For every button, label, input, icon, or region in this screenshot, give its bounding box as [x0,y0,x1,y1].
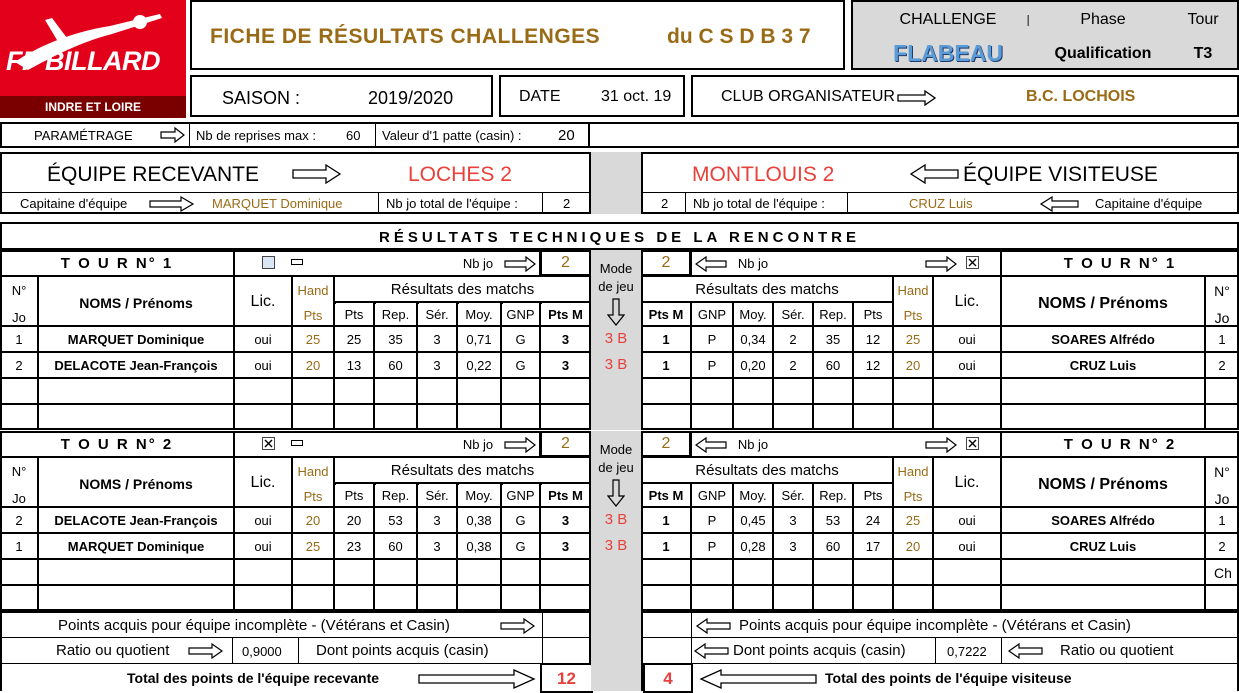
section-title: RÉSULTATS TECHNIQUES DE LA RENCONTRE [0,222,1239,250]
nbjo-label: Nb jo [737,437,769,452]
home-rep: 60 [388,358,403,373]
cell-text: Moy. [465,307,493,322]
away-gnp: P [707,332,717,347]
away-rep: 60 [825,358,841,373]
cell [641,404,691,430]
cell [334,585,374,611]
away-hand: 25 [905,513,921,528]
cell-text: N° [1214,283,1230,299]
cell-text: Pts [903,308,923,323]
cell [0,378,38,404]
cell [691,585,733,611]
home-ser: 3 [433,358,441,373]
cell [38,378,234,404]
home-name: DELACOTE Jean-François [54,513,218,528]
tour-label: T O U R N° 1 [60,255,174,272]
cell [1001,404,1205,430]
cell [641,378,691,404]
away-tour-checkbox[interactable] [966,256,979,269]
away-moy: 0,45 [740,513,766,528]
cell [813,378,853,404]
cell-text: GNP [697,488,727,503]
away-pts: 12 [865,332,881,347]
params-box: PARAMÉTRAGE Nb de reprises max : 60 Valeur d'1 patte (casin) : 20 [0,122,1239,148]
home-pts: 25 [346,332,362,347]
challenge-box: CHALLENGE Phase Tour FLABEAU Qualification T3 I [851,0,1239,70]
cell [853,378,893,404]
cell [457,404,501,430]
home-name: MARQUET Dominique [67,332,205,347]
away-nbjo: 2 [661,435,671,452]
home-total: 12 [557,669,576,688]
cell-text: GNP [506,307,535,322]
cell [1001,585,1205,611]
cell [457,378,501,404]
nbjo-label: Nb jo [462,256,494,271]
away-tour-checkbox[interactable] [966,437,979,450]
club-box: CLUB ORGANISATEUR B.C. LOCHOIS [691,75,1239,117]
arrow-right-icon [149,196,195,212]
cell [893,404,933,430]
away-n: 1 [1218,332,1226,347]
cell [813,585,853,611]
home-hand: 25 [305,332,321,347]
small-box [291,440,303,446]
cell [234,585,292,611]
cell [501,378,540,404]
cell-text: GNP [697,307,727,322]
text-cursor-icon: I [1026,13,1031,30]
home-n: 2 [15,358,23,373]
cell [38,404,234,430]
cell [733,559,773,585]
tour-label: T O U R N° 2 [1063,436,1177,453]
cell-text: Rep. [381,488,410,503]
cell [292,378,334,404]
arrow-right-icon [160,127,186,143]
cell [417,404,457,430]
home-hand: 20 [305,513,321,528]
away-ser: 2 [789,332,797,347]
cell [853,559,893,585]
away-n: 1 [1218,513,1226,528]
home-pts: 20 [346,513,362,528]
home-hand: 25 [305,539,321,554]
overflow-text: Ch [1214,565,1232,581]
cell [234,378,292,404]
cell [38,559,234,585]
club-value: B.C. LOCHOIS [1026,88,1136,105]
home-n: 2 [15,513,23,528]
arrow-left-icon [699,669,817,689]
cell-text: Lic. [954,474,980,491]
cell [540,404,591,430]
footer-away: Points acquis pour équipe incomplète - (Vétérans et Casin) Dont points acquis (casin) 0,7222 Ratio ou quotient 4 Total des points de l'équipe visiteuse [641,611,1239,691]
cell [501,559,540,585]
cell [733,585,773,611]
cell-text: Pts [903,489,923,504]
away-rep: 53 [825,513,841,528]
away-gnp: P [707,513,717,528]
away-lic: oui [958,358,976,373]
home-pts: 13 [346,358,362,373]
away-rep: 35 [825,332,841,347]
home-n: 1 [15,539,23,554]
arrow-right-icon [500,618,536,634]
cell [1001,378,1205,404]
cell [540,585,591,611]
season-value: 2019/2020 [368,88,454,108]
cell-text: Moy. [465,488,493,503]
away-n: 2 [1218,539,1226,554]
cell-text: Hand [897,464,929,479]
mode-label: de jeu [598,460,634,475]
away-name: SOARES Alfrédo [1051,332,1155,347]
cell-text: Lic. [250,293,276,310]
home-ser: 3 [433,332,441,347]
season-box: SAISON : 2019/2020 [190,75,493,117]
cell-text: Moy. [739,307,767,322]
cell [540,559,591,585]
cell-text: GNP [506,488,535,503]
cell [1205,378,1239,404]
home-tour-checkbox[interactable] [262,256,275,269]
home-ptsm: 3 [561,358,570,373]
arrow-left-icon [695,437,727,453]
away-moy: 0,28 [740,539,766,554]
cell-text: Jo [12,491,26,506]
cell [933,404,1001,430]
cell-text: N° [1214,464,1230,480]
cell [457,585,501,611]
cell-text: Résultats des matchs [695,281,839,298]
away-lic: oui [958,539,976,554]
cell [501,404,540,430]
home-gnp: G [515,539,526,554]
away-gnp: P [707,539,717,554]
away-captain: CRUZ Luis [909,196,973,211]
away-nbjo: 2 [661,196,669,211]
away-ratio: 0,7222 [947,644,987,659]
away-lic: oui [958,513,976,528]
home-gnp: G [515,358,526,373]
mode-value: 3 B [604,330,628,347]
cell [292,585,334,611]
cell-text: Rep. [819,307,847,322]
cell-text: Pts [344,307,364,322]
cell [374,559,417,585]
cell [691,378,733,404]
page-title: FICHE DE RÉSULTATS CHALLENGES [210,25,601,48]
cell [0,559,38,585]
challenge-phase: Qualification [1054,45,1152,62]
arrow-left-icon [1039,196,1079,212]
away-ser: 2 [789,358,797,373]
cell-text: Rep. [819,488,847,503]
away-pts: 24 [865,513,881,528]
cell-text: Moy. [739,488,767,503]
home-n: 1 [15,332,23,347]
home-moy: 0,38 [466,513,492,528]
home-hand: 20 [305,358,321,373]
cell [813,559,853,585]
away-ptsm: 1 [662,539,670,554]
cell [334,559,374,585]
cell-text: Résultats des matchs [390,462,535,479]
cell [234,404,292,430]
cell-text: Sér. [781,307,805,322]
cell [374,585,417,611]
cell [933,559,1001,585]
home-ratio: 0,9000 [242,644,282,659]
home-name: DELACOTE Jean-François [54,358,218,373]
arrow-left-icon [693,643,729,659]
cell-text: Résultats des matchs [390,281,535,298]
away-hand: 20 [905,358,921,373]
home-captain: MARQUET Dominique [212,196,343,211]
cell-text: Pts M [648,307,684,322]
away-team-box: MONTLOUIS 2 ÉQUIPE VISITEUSE 2 Nb jo total de l'équipe : CRUZ Luis Capitaine d'équipe [641,152,1239,214]
away-pts: 12 [865,358,881,373]
cell [374,404,417,430]
mode-label: Mode [599,261,633,276]
away-nbjo: 2 [661,254,671,271]
arrow-right-icon [925,437,957,453]
cell [691,559,733,585]
arrow-left-icon [695,256,727,272]
cell-text: N° [11,464,27,479]
away-ptsm: 1 [662,358,670,373]
cell [334,404,374,430]
home-ser: 3 [433,513,441,528]
cell [933,585,1001,611]
away-n: 2 [1218,358,1226,373]
away-hand: 20 [905,539,921,554]
cell-text: Jo [1214,491,1230,507]
home-ser: 3 [433,539,441,554]
arrow-right-icon [188,643,224,659]
page-title-org: du C S D B 3 7 [667,25,811,48]
home-team-name: LOCHES 2 [408,163,512,186]
cell-text: Pts M [548,307,583,322]
cell-text: NOMS / Prénoms [1038,295,1168,312]
home-moy: 0,22 [466,358,492,373]
cell [292,404,334,430]
cell [0,404,38,430]
cell [0,585,38,611]
home-moy: 0,38 [466,539,492,554]
cell [417,585,457,611]
cell [501,585,540,611]
away-ptsm: 1 [662,513,670,528]
arrow-down-icon [607,298,625,326]
home-rep: 60 [388,539,403,554]
away-moy: 0,34 [740,332,766,347]
home-team-box: ÉQUIPE RECEVANTE LOCHES 2 Capitaine d'équipe MARQUET Dominique Nb jo total de l'équipe : 2 [0,152,591,214]
home-gnp: G [515,332,526,347]
date-box: DATE 31 oct. 19 [499,75,685,117]
home-pts: 23 [346,539,362,554]
cell [691,404,733,430]
cell-text: Hand [297,283,329,298]
cell [417,559,457,585]
away-name: CRUZ Luis [1069,539,1137,554]
cell-text: Pts [863,488,883,503]
cell [893,559,933,585]
mode-value: 3 B [604,511,628,528]
away-ser: 3 [789,513,797,528]
cell-text: Sér. [781,488,805,503]
cell [893,378,933,404]
challenge-name: FLABEAU [893,40,1003,66]
cell-text: Lic. [250,474,276,491]
tour-label: T O U R N° 1 [1063,255,1177,272]
arrow-left-icon [695,618,731,634]
away-moy: 0,20 [740,358,766,373]
cell [641,559,691,585]
away-hand: 25 [905,332,921,347]
cell-text: Sér. [425,488,449,503]
nbjo-label: Nb jo [737,256,769,271]
cell [1205,404,1239,430]
mode-value: 3 B [604,537,628,554]
home-gnp: G [515,513,526,528]
date-value: 31 oct. 19 [601,88,672,105]
cell-text: Lic. [954,293,980,310]
away-rep: 60 [825,539,841,554]
cell [1205,585,1239,611]
arrow-right-icon [897,90,937,106]
cell-text: N° [11,283,27,298]
cell-text: Rep. [381,307,410,322]
cell-text: Pts [303,489,323,504]
away-name: CRUZ Luis [1069,358,1137,373]
cell [813,404,853,430]
away-ptsm: 1 [662,332,670,347]
home-rep: 53 [388,513,403,528]
arrow-right-icon [504,437,536,453]
cell-text: Pts [863,307,883,322]
cell [234,559,292,585]
home-nbjo: 2 [561,254,570,271]
arrow-right-icon [925,256,957,272]
cell-text: Sér. [425,307,449,322]
cell [457,559,501,585]
cell [1001,559,1205,585]
tour-label: T O U R N° 2 [60,436,174,453]
cell-text: Hand [897,283,929,298]
cell-text: Pts M [648,488,684,503]
cell-text: Résultats des matchs [695,462,839,479]
title-box [190,0,845,70]
footer-home: Points acquis pour équipe incomplète - (Vétérans et Casin) Ratio ou quotient 0,9000 Dont points acquis (casin) Total des points de l'équipe recevante 12 [0,611,591,691]
home-moy: 0,71 [466,332,492,347]
cell [773,559,813,585]
away-team-name: MONTLOUIS 2 [692,163,835,186]
ffb-logo [0,0,186,118]
cell-text: NOMS / Prénoms [1038,476,1168,493]
reprises-value: 60 [346,128,361,143]
home-lic: oui [254,332,272,347]
mode-value: 3 B [604,356,628,373]
cell [292,559,334,585]
home-nbjo: 2 [561,435,570,452]
cell-text: Pts M [548,488,583,503]
home-ptsm: 3 [561,332,570,347]
patte-value: 20 [558,127,575,144]
home-lic: oui [254,539,272,554]
home-ptsm: 3 [561,513,570,528]
nbjo-label: Nb jo [462,437,494,452]
cell [773,585,813,611]
cell-text: Pts [344,488,364,503]
cell-text: Jo [12,310,26,325]
away-lic: oui [958,332,976,347]
arrow-down-icon [607,479,625,507]
home-nbjo: 2 [563,196,571,211]
cell [773,378,813,404]
away-pts: 17 [865,539,881,554]
away-total: 4 [663,669,673,688]
small-box [291,259,303,265]
home-tour-checkbox[interactable] [262,437,275,450]
cell-text: Hand [297,464,329,479]
arrow-left-icon [909,164,959,184]
home-lic: oui [254,358,272,373]
cell [893,585,933,611]
cell-text: Jo [1214,310,1230,326]
home-lic: oui [254,513,272,528]
cell [853,585,893,611]
arrow-right-icon [292,164,342,184]
cell [334,378,374,404]
mode-label: de jeu [598,279,634,294]
arrow-left-icon [1007,643,1043,659]
cell [38,585,234,611]
challenge-tour: T3 [1193,45,1213,62]
arrow-right-icon [504,256,536,272]
away-gnp: P [707,358,717,373]
arrow-right-icon [418,669,536,689]
cell [933,378,1001,404]
cell [374,378,417,404]
mode-label: Mode [599,442,633,457]
logo-brand: FF BILLARD [6,46,160,76]
cell-text: Pts [303,308,323,323]
logo-region: INDRE ET LOIRE [44,100,141,114]
cell-text: NOMS / Prénoms [79,295,193,311]
cell [733,378,773,404]
cell [853,404,893,430]
cell [417,378,457,404]
cell [540,378,591,404]
home-name: MARQUET Dominique [67,539,205,554]
cell-text: NOMS / Prénoms [79,476,193,492]
cell [773,404,813,430]
away-name: SOARES Alfrédo [1051,513,1155,528]
cell [733,404,773,430]
home-ptsm: 3 [561,539,570,554]
away-ser: 3 [789,539,797,554]
cell [641,585,691,611]
home-rep: 35 [388,332,403,347]
